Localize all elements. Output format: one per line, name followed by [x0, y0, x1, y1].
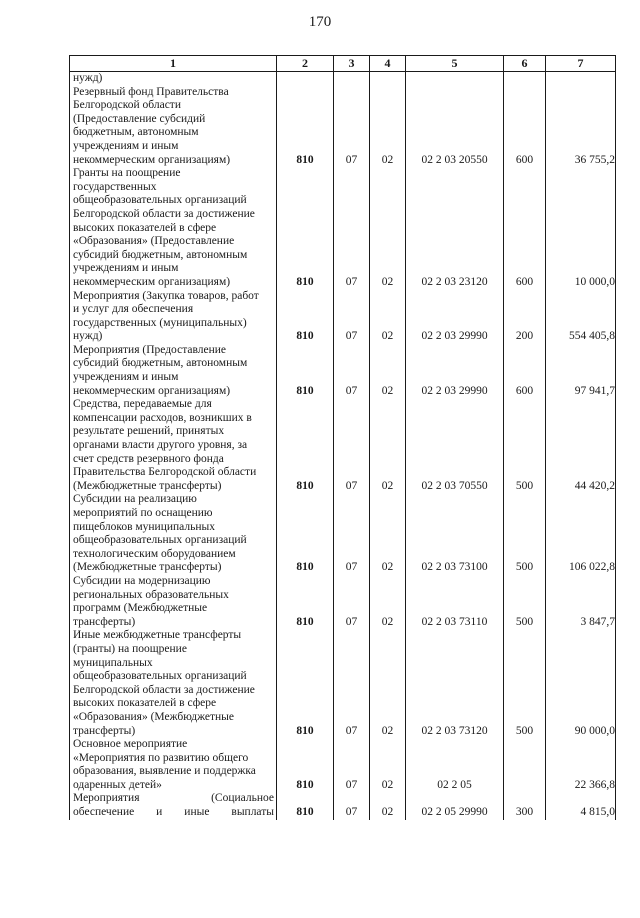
- section-code: 07: [334, 167, 370, 289]
- admin-code: 810: [277, 792, 334, 819]
- item-name: [70, 792, 277, 819]
- expense-type-code: 600: [504, 72, 546, 168]
- item-name-line: нужд): [73, 72, 103, 84]
- target-article-code: 02 2 05 29990: [406, 792, 504, 819]
- admin-code: 810: [277, 575, 334, 629]
- amount: 36 755,2: [546, 72, 616, 168]
- expense-type-code: 500: [504, 575, 546, 629]
- expense-type-code: 500: [504, 398, 546, 493]
- col-header-6: 6: [504, 56, 546, 72]
- expense-type-code: 500: [504, 629, 546, 738]
- item-name-line: учреждениям и иным: [73, 139, 179, 152]
- item-name-line: трансферты): [73, 615, 136, 628]
- subsection-code: 02: [370, 629, 406, 738]
- amount: 554 405,8: [546, 290, 616, 344]
- item-name-line: региональных образовательных: [73, 588, 229, 601]
- item-name: [70, 738, 277, 792]
- target-article-code: 02 2 03 73110: [406, 575, 504, 629]
- subsection-code: 02: [370, 72, 406, 168]
- admin-code: 810: [277, 493, 334, 575]
- subsection-code: 02: [370, 290, 406, 344]
- subsection-code: 02: [370, 738, 406, 792]
- col-header-1: 1: [70, 56, 277, 72]
- target-article-code: 02 2 03 70550: [406, 398, 504, 493]
- item-name-line: Субсидии на реализацию: [73, 493, 197, 506]
- section-code: 07: [334, 629, 370, 738]
- item-name-line: Белгородской области: [73, 99, 181, 112]
- table-row: [70, 738, 616, 792]
- item-name-line: Гранты на поощрение: [73, 167, 181, 180]
- section-code: 07: [334, 792, 370, 819]
- item-name-line: Правительства Белгородской области: [73, 466, 257, 479]
- admin-code: 810: [277, 738, 334, 792]
- item-name-line: некоммерческим организациям): [73, 384, 231, 397]
- item-name-line: «Образования» (Межбюджетные: [73, 710, 235, 723]
- table-row: [70, 792, 616, 819]
- item-name: [70, 493, 277, 575]
- item-name-line: субсидий бюджетным, автономным: [73, 248, 248, 261]
- table-row: [70, 398, 616, 493]
- item-name-line: органами власти другого уровня, за: [73, 439, 248, 452]
- item-name-line: (гранты) на поощрение: [73, 642, 187, 655]
- item-name-line: Средства, передаваемые для: [73, 398, 212, 411]
- item-name-line: учреждениям и иным: [73, 371, 179, 384]
- table-row: [70, 629, 616, 738]
- item-name-line: Мероприятия (Закупка товаров, работ: [73, 289, 259, 302]
- header-row: [70, 56, 616, 72]
- section-code: 07: [334, 575, 370, 629]
- item-name-line: муниципальных: [73, 656, 153, 669]
- item-name-line: учреждениям и иным: [73, 262, 179, 275]
- section-code: 07: [334, 738, 370, 792]
- item-name-line: Резервный фонд Правительства: [73, 85, 229, 98]
- item-name-line: технологическим оборудованием: [73, 547, 236, 560]
- table-row: [70, 72, 616, 168]
- col-header-3: 3: [334, 56, 370, 72]
- item-name-line: компенсации расходов, возникших в: [73, 411, 252, 424]
- target-article-code: 02 2 03 23120: [406, 167, 504, 289]
- item-name-line: обеспечение и иные выплаты: [73, 806, 274, 819]
- section-code: 07: [334, 344, 370, 398]
- item-name-line: «Образования» (Предоставление: [73, 235, 235, 248]
- item-name: [70, 575, 277, 629]
- expense-type-code: 500: [504, 493, 546, 575]
- item-name-line: образования, выявление и поддержка: [73, 765, 256, 778]
- target-article-code: 02 2 05: [406, 738, 504, 792]
- item-name-line: трансферты): [73, 724, 136, 737]
- amount: 3 847,7: [546, 575, 616, 629]
- item-name-line: (Предоставление субсидий: [73, 112, 206, 125]
- col-header-2: 2: [277, 56, 334, 72]
- item-name-line: государственных (муниципальных): [73, 316, 247, 329]
- admin-code: 810: [277, 167, 334, 289]
- amount: 97 941,7: [546, 344, 616, 398]
- budget-table: [69, 55, 616, 820]
- table-row: [70, 344, 616, 398]
- amount: 4 815,0: [546, 792, 616, 819]
- item-name-line: программ (Межбюджетные: [73, 602, 208, 615]
- col-header-5: 5: [406, 56, 504, 72]
- item-name-line: некоммерческим организациям): [73, 153, 231, 166]
- item-name: [70, 344, 277, 398]
- item-name-line: счет средств резервного фонда: [73, 452, 224, 465]
- target-article-code: 02 2 03 73120: [406, 629, 504, 738]
- item-name: [70, 167, 277, 289]
- admin-code: 810: [277, 629, 334, 738]
- item-name-line: субсидий бюджетным, автономным: [73, 357, 248, 370]
- expense-type-code: 600: [504, 344, 546, 398]
- item-name: [70, 629, 277, 738]
- item-name-line: Субсидии на модернизацию: [73, 574, 211, 587]
- page-number: 170: [308, 14, 332, 30]
- amount: 22 366,8: [546, 738, 616, 792]
- section-code: 07: [334, 493, 370, 575]
- amount: 106 022,8: [546, 493, 616, 575]
- item-name-line: высоких показателей в сфере: [73, 697, 217, 710]
- item-name-line: Мероприятия (Социальное: [73, 792, 274, 805]
- subsection-code: 02: [370, 575, 406, 629]
- item-name-line: Иные межбюджетные трансферты: [73, 629, 242, 642]
- item-name-line: Мероприятия (Предоставление: [73, 343, 227, 356]
- item-name-line: некоммерческим организациям): [73, 275, 231, 288]
- target-article-code: 02 2 03 73100: [406, 493, 504, 575]
- admin-code: 810: [277, 290, 334, 344]
- subsection-code: 02: [370, 493, 406, 575]
- subsection-code: 02: [370, 398, 406, 493]
- table-row: [70, 493, 616, 575]
- subsection-code: 02: [370, 344, 406, 398]
- expense-type-code: 300: [504, 792, 546, 819]
- section-code: 07: [334, 72, 370, 168]
- target-article-code: 02 2 03 29990: [406, 290, 504, 344]
- expense-type-code: 600: [504, 167, 546, 289]
- item-name: [70, 398, 277, 493]
- item-name-line: и услуг для обеспечения: [73, 303, 194, 316]
- item-name-line: «Мероприятия по развитию общего: [73, 751, 249, 764]
- item-name: [70, 290, 277, 344]
- item-name-line: одаренных детей»: [73, 778, 162, 791]
- item-name-line: мероприятий по оснащению: [73, 507, 213, 519]
- item-name-line: высоких показателей в сфере: [73, 221, 217, 234]
- item-name-line: Белгородской области за достижение: [73, 207, 255, 220]
- section-code: 07: [334, 398, 370, 493]
- item-name-line: бюджетным, автономным: [73, 126, 199, 139]
- admin-code: 810: [277, 344, 334, 398]
- expense-type-code: 200: [504, 290, 546, 344]
- item-name-line: общеобразовательных организаций: [73, 194, 247, 207]
- item-name-line: общеобразовательных организаций: [73, 534, 247, 547]
- item-name-line: (Межбюджетные трансферты): [73, 479, 222, 492]
- item-name-line: (Межбюджетные трансферты): [73, 561, 222, 574]
- table-row: [70, 575, 616, 629]
- item-name: [70, 72, 277, 168]
- item-name-line: пищеблоков муниципальных: [73, 520, 215, 533]
- item-name-line: Основное мероприятие: [73, 738, 188, 751]
- item-name-line: нужд): [73, 330, 103, 343]
- expense-type-code: [504, 738, 546, 792]
- subsection-code: 02: [370, 167, 406, 289]
- table-row: [70, 290, 616, 344]
- col-header-4: 4: [370, 56, 406, 72]
- admin-code: 810: [277, 398, 334, 493]
- col-header-7: 7: [546, 56, 616, 72]
- subsection-code: 02: [370, 792, 406, 819]
- amount: 90 000,0: [546, 629, 616, 738]
- target-article-code: 02 2 03 20550: [406, 72, 504, 168]
- section-code: 07: [334, 290, 370, 344]
- amount: 10 000,0: [546, 167, 616, 289]
- item-name-line: общеобразовательных организаций: [73, 670, 247, 683]
- target-article-code: 02 2 03 29990: [406, 344, 504, 398]
- item-name-line: Белгородской области за достижение: [73, 683, 255, 696]
- item-name-line: результате решений, принятых: [73, 425, 225, 438]
- admin-code: 810: [277, 72, 334, 168]
- item-name-line: государственных: [73, 180, 157, 193]
- amount: 44 420,2: [546, 398, 616, 493]
- table-row: [70, 167, 616, 289]
